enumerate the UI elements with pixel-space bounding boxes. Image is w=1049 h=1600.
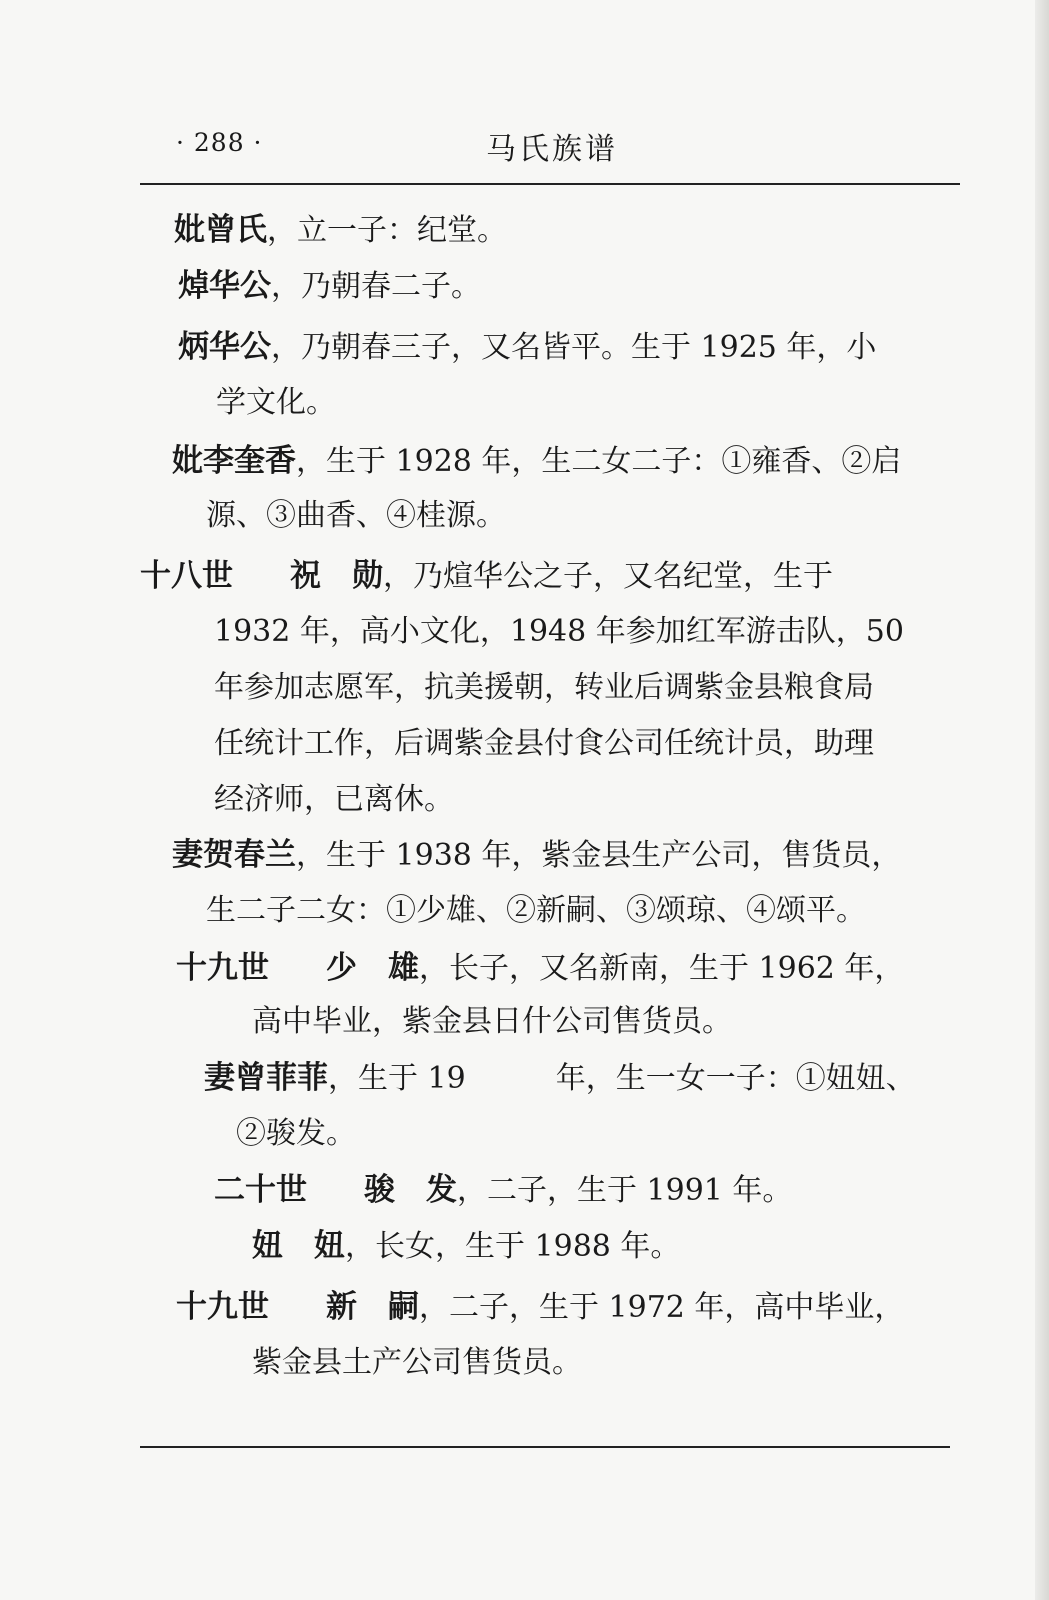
entry-line <box>252 1226 680 1267</box>
entry-text: 1932 年，高小文化，1948 年参加红军游击队，50 <box>214 614 904 649</box>
entry-line <box>140 556 833 597</box>
footer-rule <box>140 1446 950 1448</box>
entry-line <box>214 724 874 764</box>
generation-label: 十九世 <box>176 950 269 986</box>
generation-label: 十八世 <box>140 558 233 594</box>
entry-name: 少 雄 <box>326 950 419 986</box>
entry-text: ，乃朝春二子。 <box>271 269 481 304</box>
header-rule <box>140 183 960 185</box>
entry-text: 生二子二女：①少雄、②新嗣、③颂琼、④颂平。 <box>206 893 866 928</box>
entry-line <box>206 496 506 536</box>
entry-name: 妣曾氏 <box>174 212 267 248</box>
entry-name: 妻曾菲菲 <box>204 1060 328 1096</box>
entry-text: ，生于 1928 年，生二女二子：①雍香、②启 <box>296 444 902 479</box>
entry-line <box>252 1343 582 1383</box>
entry-text: ，二子，生于 1991 年。 <box>457 1173 793 1208</box>
entry-line <box>172 835 901 876</box>
entry-text: ，乃煊华公之子，又名纪堂，生于 <box>383 559 833 594</box>
entry-line <box>206 891 866 931</box>
entry-name: 妻贺春兰 <box>172 837 296 873</box>
entry-line <box>252 1002 732 1042</box>
entry-line <box>176 948 904 989</box>
entry-line <box>204 1058 916 1099</box>
book-title: 马氏族谱 <box>486 132 618 167</box>
entry-line <box>214 780 454 820</box>
entry-text: 高中毕业，紫金县日什公司售货员。 <box>252 1004 732 1039</box>
generation-label: 二十世 <box>214 1172 307 1208</box>
entry-line <box>178 266 481 307</box>
entry-line <box>176 1287 904 1328</box>
entry-text: 源、③曲香、④桂源。 <box>206 498 506 533</box>
entry-name: 妞 妞 <box>252 1228 345 1264</box>
entry-text: ，生于 19 年，生一女一子：①妞妞、 <box>328 1061 916 1096</box>
entry-text: ②骏发。 <box>236 1116 356 1151</box>
entry-text: ，立一子：纪堂。 <box>267 213 507 248</box>
entry-line <box>216 383 336 423</box>
entry-text: ，二子，生于 1972 年，高中毕业， <box>419 1290 905 1325</box>
entry-name: 祝 勋 <box>290 558 383 594</box>
entry-name: 妣李奎香 <box>172 443 296 479</box>
entry-text: ，乃朝春三子，又名皆平。生于 1925 年，小 <box>271 330 877 365</box>
entry-name: 新 嗣 <box>326 1289 419 1325</box>
entry-line <box>172 441 901 482</box>
entry-text: ，长女，生于 1988 年。 <box>345 1229 681 1264</box>
generation-label: 十九世 <box>176 1289 269 1325</box>
entry-text: 年参加志愿军，抗美援朝，转业后调紫金县粮食局 <box>214 670 874 705</box>
entry-line <box>214 1170 792 1211</box>
entry-line <box>236 1114 356 1154</box>
entry-name: 炳华公 <box>178 329 271 365</box>
entry-text: ，生于 1938 年，紫金县生产公司，售货员， <box>296 838 902 873</box>
entry-text: ，长子，又名新南，生于 1962 年， <box>419 951 905 986</box>
entry-text: 学文化。 <box>216 385 336 420</box>
page-edge <box>1035 0 1049 1600</box>
entry-line <box>178 327 876 368</box>
entry-line <box>174 210 507 251</box>
page-number: · 288 · <box>176 128 263 157</box>
entry-text: 紫金县土产公司售货员。 <box>252 1345 582 1380</box>
entry-name: 焯华公 <box>178 268 271 304</box>
entry-line <box>214 612 904 652</box>
entry-text: 任统计工作，后调紫金县付食公司任统计员，助理 <box>214 726 874 761</box>
entry-line <box>214 668 874 708</box>
entry-name: 骏 发 <box>364 1172 457 1208</box>
entry-text: 经济师，已离休。 <box>214 782 454 817</box>
